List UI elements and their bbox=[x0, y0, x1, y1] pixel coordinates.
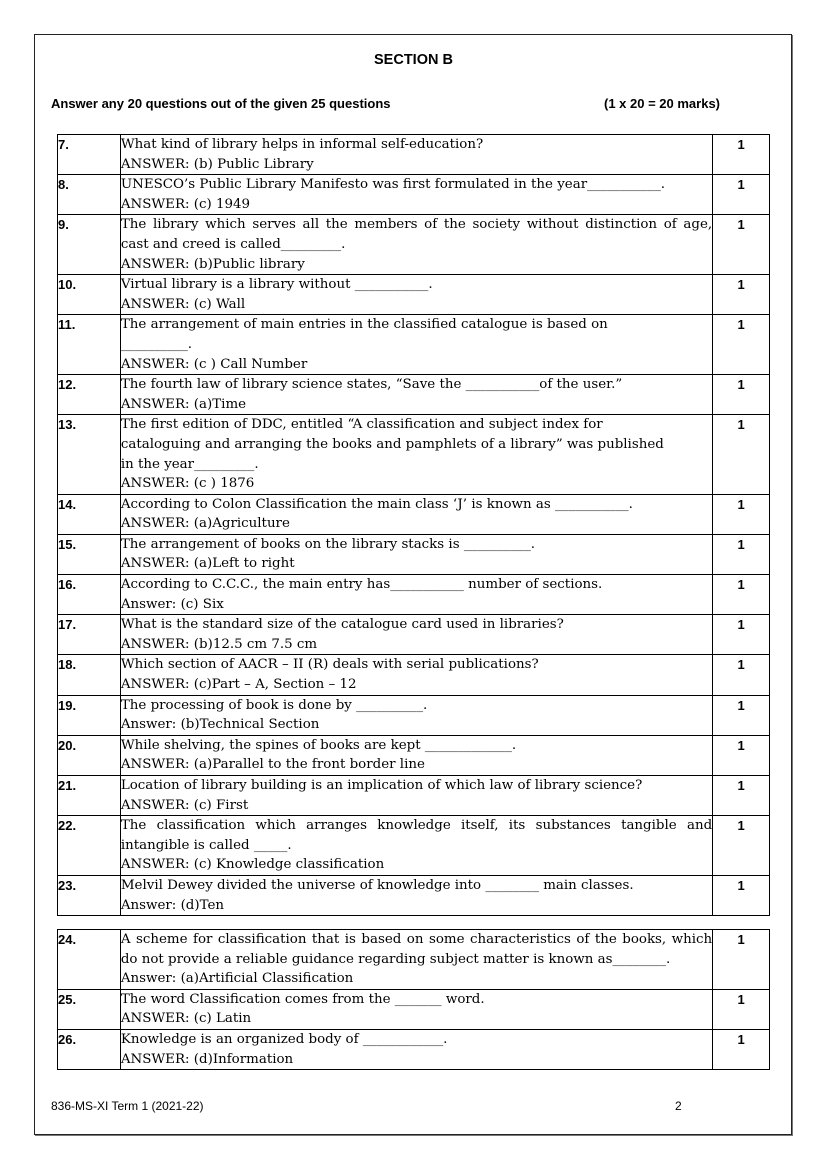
question-text: The fourth law of library science states, “Save the ___________of the user.” bbox=[120, 377, 623, 393]
question-number: 11. bbox=[58, 315, 121, 375]
answer-text: Answer: (a)Artificial Classification bbox=[120, 971, 354, 987]
question-row bbox=[58, 989, 770, 1029]
question-row bbox=[58, 695, 770, 735]
question-number: 17. bbox=[58, 615, 121, 655]
question-row bbox=[58, 275, 770, 315]
question-number: 19. bbox=[58, 695, 121, 735]
question-cell bbox=[120, 215, 712, 275]
question-text: A scheme for classification that is based on some characteristics of the books, which do not provide a reliable guidance regarding subject matter is known as________. bbox=[120, 932, 713, 967]
question-cell bbox=[120, 615, 712, 655]
question-marks: 1 bbox=[713, 275, 770, 315]
question-row bbox=[58, 735, 770, 775]
question-row bbox=[58, 534, 770, 574]
question-text: Location of library building is an implication of which law of library science? bbox=[120, 778, 643, 793]
question-text: UNESCO’s Public Library Manifesto was first formulated in the year___________. bbox=[120, 177, 666, 193]
question-cell bbox=[120, 875, 712, 915]
question-text: The arrangement of books on the library stacks is __________. bbox=[120, 536, 536, 552]
question-text: While shelving, the spines of books are kept _____________. bbox=[120, 737, 517, 753]
question-marks: 1 bbox=[713, 1029, 770, 1069]
answer-text: ANSWER: (a)Agriculture bbox=[120, 516, 290, 532]
question-cell bbox=[120, 315, 712, 375]
question-row bbox=[58, 494, 770, 534]
question-text: Which section of AACR – II (R) deals with serial publications? bbox=[120, 657, 539, 673]
answer-text: ANSWER: (c ) Call Number bbox=[120, 356, 308, 372]
question-number: 9. bbox=[58, 215, 121, 275]
question-marks: 1 bbox=[713, 135, 770, 175]
question-cell bbox=[120, 816, 712, 876]
question-marks: 1 bbox=[713, 930, 770, 990]
question-cell bbox=[120, 1029, 712, 1069]
question-marks: 1 bbox=[713, 415, 770, 494]
answer-text: ANSWER: (c) Knowledge classification bbox=[120, 857, 385, 873]
question-number: 24. bbox=[58, 930, 121, 990]
question-marks: 1 bbox=[713, 375, 770, 415]
question-row bbox=[58, 415, 770, 494]
question-row bbox=[58, 215, 770, 275]
question-number: 12. bbox=[58, 375, 121, 415]
question-row bbox=[58, 776, 770, 816]
section-title: SECTION B bbox=[374, 52, 453, 68]
question-text: According to Colon Classification the main class ‘J’ is known as ___________. bbox=[120, 496, 633, 512]
question-marks: 1 bbox=[713, 534, 770, 574]
question-text: The word Classification comes from the _______ word. bbox=[120, 991, 485, 1007]
question-marks: 1 bbox=[713, 776, 770, 816]
instruction-text: Answer any 20 questions out of the given 25 questions bbox=[51, 96, 391, 111]
question-text: The classification which arranges knowledge itself, its substances tangible and intangible is called _____. bbox=[120, 818, 713, 853]
question-marks: 1 bbox=[713, 989, 770, 1029]
question-cell bbox=[120, 375, 712, 415]
question-number: 20. bbox=[58, 735, 121, 775]
question-row bbox=[58, 615, 770, 655]
answer-text: ANSWER: (c ) 1876 bbox=[120, 476, 255, 492]
question-marks: 1 bbox=[713, 655, 770, 695]
question-cell bbox=[120, 415, 712, 494]
answer-text: ANSWER: (d)Information bbox=[120, 1051, 294, 1067]
answer-text: ANSWER: (c) Latin bbox=[120, 1011, 252, 1027]
question-text: According to C.C.C., the main entry has___________ number of sections. bbox=[120, 577, 603, 593]
question-number: 23. bbox=[58, 875, 121, 915]
question-text: What kind of library helps in informal self-education? bbox=[120, 137, 484, 152]
answer-text: ANSWER: (b)12.5 cm 7.5 cm bbox=[120, 636, 318, 652]
question-marks: 1 bbox=[713, 494, 770, 534]
answer-text: Answer: (b)Technical Section bbox=[120, 717, 320, 733]
question-text: The library which serves all the members of the society without distinction of age, cast and creed is called_________. bbox=[120, 217, 713, 252]
question-number: 8. bbox=[58, 175, 121, 215]
question-marks: 1 bbox=[713, 735, 770, 775]
question-cell bbox=[120, 930, 712, 990]
marks-info: (1 x 20 = 20 marks) bbox=[604, 96, 720, 111]
question-row bbox=[58, 930, 770, 990]
question-text: The arrangement of main entries in the classified catalogue is based on __________. bbox=[120, 317, 608, 352]
question-number: 7. bbox=[58, 135, 121, 175]
question-row bbox=[58, 655, 770, 695]
question-text: Melvil Dewey divided the universe of knowledge into ________ main classes. bbox=[120, 877, 634, 893]
question-text: Knowledge is an organized body of ____________. bbox=[120, 1031, 448, 1047]
question-number: 21. bbox=[58, 776, 121, 816]
footer-page-number: 2 bbox=[675, 1099, 682, 1113]
question-marks: 1 bbox=[713, 215, 770, 275]
question-text: The processing of book is done by __________. bbox=[120, 697, 428, 713]
question-marks: 1 bbox=[713, 175, 770, 215]
question-row bbox=[58, 135, 770, 175]
question-cell bbox=[120, 175, 712, 215]
answer-text: ANSWER: (b)Public library bbox=[120, 256, 305, 272]
answer-text: ANSWER: (c) 1949 bbox=[120, 196, 251, 212]
answer-text: ANSWER: (a)Parallel to the front border line bbox=[120, 757, 425, 773]
questions-table-2 bbox=[57, 929, 770, 1070]
question-cell bbox=[120, 695, 712, 735]
question-number: 18. bbox=[58, 655, 121, 695]
answer-text: ANSWER: (c) Wall bbox=[120, 296, 246, 312]
footer-code: 836-MS-XI Term 1 (2021-22) bbox=[51, 1099, 204, 1113]
answer-text: ANSWER: (c)Part – A, Section – 12 bbox=[120, 677, 357, 693]
question-cell bbox=[120, 655, 712, 695]
question-marks: 1 bbox=[713, 615, 770, 655]
question-number: 13. bbox=[58, 415, 121, 494]
question-marks: 1 bbox=[713, 695, 770, 735]
question-text: Virtual library is a library without ___________. bbox=[120, 277, 433, 293]
question-row bbox=[58, 575, 770, 615]
answer-text: Answer: (c) Six bbox=[120, 596, 224, 612]
answer-text: ANSWER: (a)Left to right bbox=[120, 556, 295, 572]
question-cell bbox=[120, 534, 712, 574]
question-row bbox=[58, 375, 770, 415]
answer-text: ANSWER: (b) Public Library bbox=[120, 156, 314, 172]
question-row bbox=[58, 315, 770, 375]
question-number: 14. bbox=[58, 494, 121, 534]
answer-text: Answer: (d)Ten bbox=[120, 897, 225, 913]
question-marks: 1 bbox=[713, 575, 770, 615]
question-number: 15. bbox=[58, 534, 121, 574]
question-row bbox=[58, 875, 770, 915]
question-row bbox=[58, 1029, 770, 1069]
question-number: 16. bbox=[58, 575, 121, 615]
question-number: 10. bbox=[58, 275, 121, 315]
question-row bbox=[58, 175, 770, 215]
question-cell bbox=[120, 575, 712, 615]
questions-table-1 bbox=[57, 134, 770, 916]
question-cell bbox=[120, 776, 712, 816]
question-text: The first edition of DDC, entitled “A classification and subject index for cataloguing and arranging the books and pamphlets of a library” was published in the year_________. bbox=[120, 417, 664, 472]
question-cell bbox=[120, 494, 712, 534]
question-cell bbox=[120, 989, 712, 1029]
answer-text: ANSWER: (c) First bbox=[120, 797, 249, 813]
question-row bbox=[58, 816, 770, 876]
question-number: 22. bbox=[58, 816, 121, 876]
answer-text: ANSWER: (a)Time bbox=[120, 396, 247, 412]
question-cell bbox=[120, 275, 712, 315]
question-text: What is the standard size of the catalogue card used in libraries? bbox=[120, 617, 564, 633]
question-marks: 1 bbox=[713, 875, 770, 915]
question-marks: 1 bbox=[713, 315, 770, 375]
question-number: 26. bbox=[58, 1029, 121, 1069]
question-number: 25. bbox=[58, 989, 121, 1029]
question-marks: 1 bbox=[713, 816, 770, 876]
question-cell bbox=[120, 735, 712, 775]
question-cell bbox=[120, 135, 712, 175]
